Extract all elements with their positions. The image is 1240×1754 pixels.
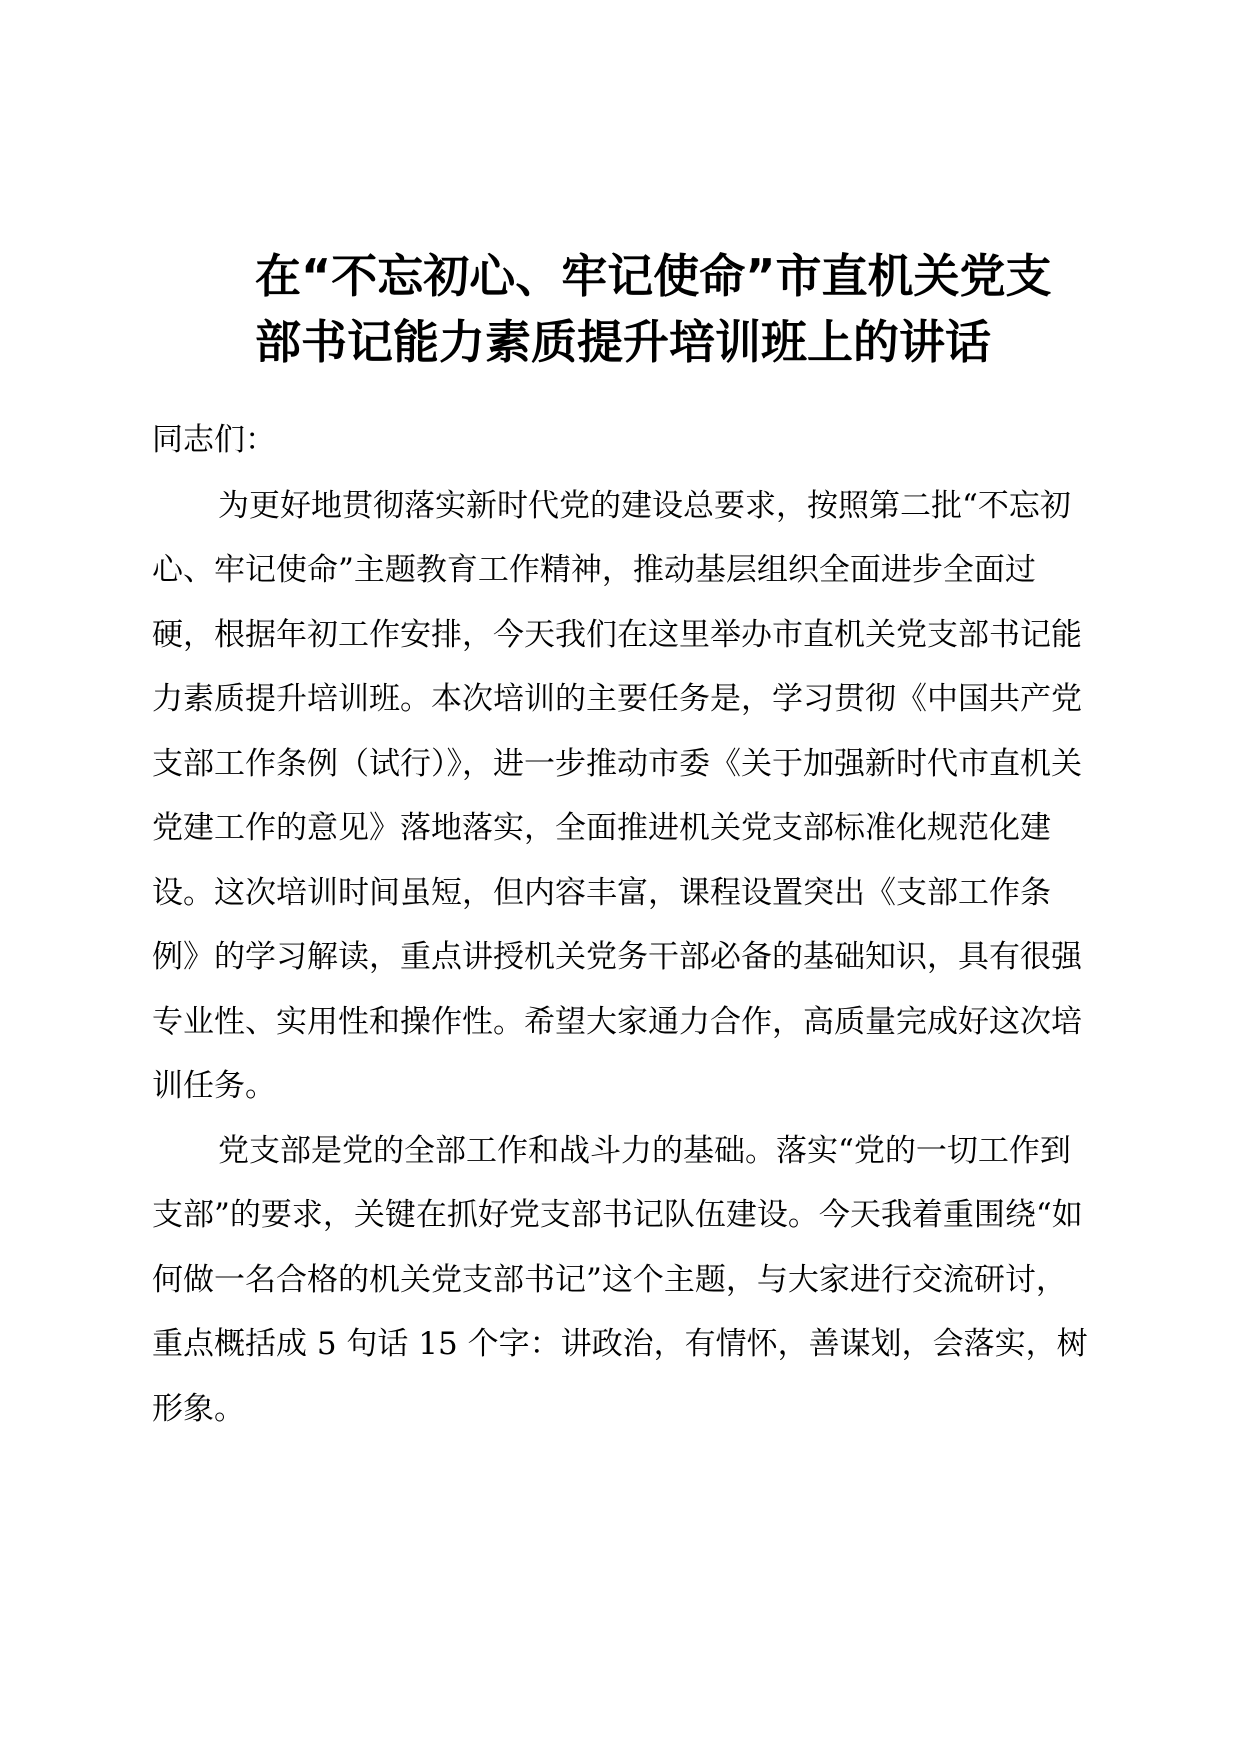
title-line-1: 在“不忘初心、牢记使命”市直机关党支 (255, 249, 1052, 303)
paragraph-2: 党支部是党的全部工作和战斗力的基础。落实“党的一切工作到支部”的要求，关键在抓好党支部书记队伍建设。今天我着重围绕“如何做一名合格的机关党支部书记”这个主题，与大家进行交流研讨，重点概括成 5 句话 15 个字：讲政治，有情怀，善谋划，会落实，树形象。 (152, 1132, 1088, 1427)
salutation: 同志们： (152, 422, 276, 458)
paragraph-1: 为更好地贯彻落实新时代党的建设总要求，按照第二批“不忘初心、牢记使命”主题教育工作精神，推动基层组织全面进步全面过硬，根据年初工作安排，今天我们在这里举办市直机关党支部书记能力素质提升培训班。本次培训的主要任务是，学习贯彻《中国共产党支部工作条例（试行）》，进一步推动市委《关于加强新时代市直机关党建工作的意见》落地落实，全面推进机关党支部标准化规范化建设。这次培训时间虽短，但内容丰富，课程设置突出《支部工作条例》的学习解读，重点讲授机关党务干部必备的基础知识，具有很强专业性、实用性和操作性。希望大家通力合作，高质量完成好这次培训任务。 (152, 487, 1082, 1104)
document-title (255, 243, 1135, 375)
title-line-2: 部书记能力素质提升培训班上的讲话 (255, 315, 991, 369)
document-body (152, 408, 1092, 1441)
